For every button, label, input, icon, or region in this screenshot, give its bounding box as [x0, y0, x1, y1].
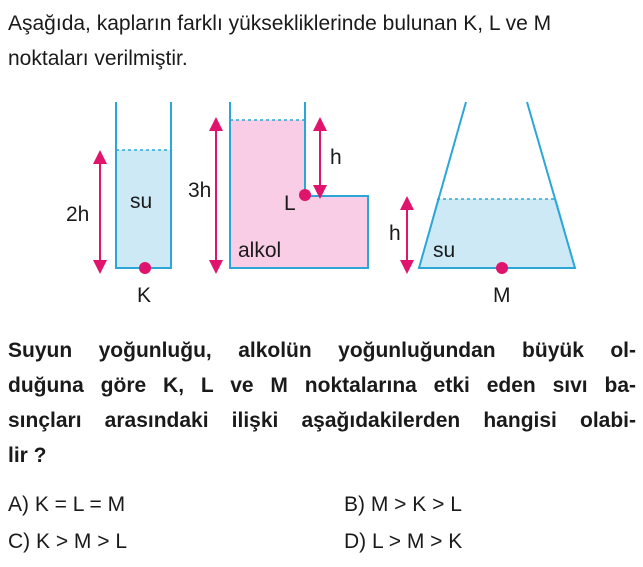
height-label-3h: 3h	[188, 179, 212, 202]
question-line-2: duğuna göre K, L ve M noktalarına etki eden sıvı ba-	[8, 374, 636, 397]
liquid-label-su-1: su	[130, 190, 153, 213]
question-line-4: lir ?	[8, 444, 47, 467]
option-b[interactable]: B) M > K > L	[344, 493, 462, 516]
question-text	[8, 333, 636, 473]
height-label-h: h	[389, 222, 401, 245]
height-label-2h: 2h	[66, 203, 90, 226]
depth-label-h: h	[330, 146, 342, 169]
point-k	[139, 262, 151, 274]
point-label-m: M	[493, 284, 511, 307]
point-m	[496, 262, 508, 274]
question-line-1: Suyun yoğunluğu, alkolün yoğunluğundan büyük ol-	[8, 339, 636, 362]
option-d[interactable]: D) L > M > K	[344, 530, 463, 553]
option-a[interactable]: A) K = L = M	[8, 493, 126, 516]
point-l	[299, 189, 311, 201]
option-c[interactable]: C) K > M > L	[8, 530, 128, 553]
container-water-m	[389, 102, 575, 307]
intro-line-2: noktaları verilmiştir.	[8, 47, 188, 70]
liquid-label-alkol: alkol	[238, 239, 282, 262]
intro-line-1: Aşağıda, kapların farklı yüksekliklerinde bulunan K, L ve M	[8, 12, 552, 35]
point-label-l: L	[284, 192, 296, 215]
container-alcohol-l	[188, 102, 368, 268]
container-water-k	[66, 102, 171, 307]
point-label-k: K	[137, 284, 152, 307]
question-line-3: sınçları arasındaki ilişki aşağıdakilerden hangisi olabi-	[8, 409, 636, 432]
liquid-label-su-3: su	[433, 239, 456, 262]
